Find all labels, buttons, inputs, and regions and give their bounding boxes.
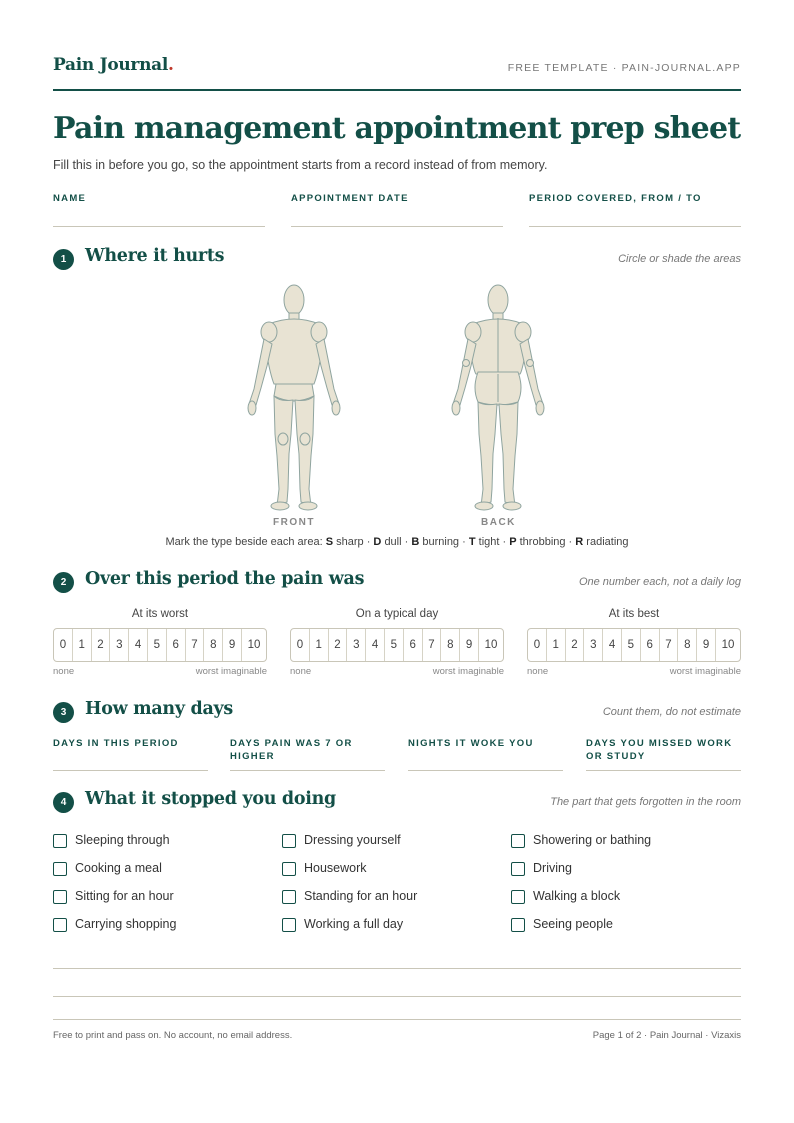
brand-logo: Pain Journal. <box>53 55 174 75</box>
footer-left: Free to print and pass on. No account, no email address. <box>53 1030 293 1041</box>
legend-label: sharp <box>336 536 364 548</box>
period-covered-field[interactable] <box>529 193 741 227</box>
scale-high-label: worst imaginable <box>195 666 267 677</box>
scale-cell[interactable]: 5 <box>622 629 641 661</box>
scale-cell[interactable]: 6 <box>404 629 423 661</box>
scale-cell[interactable]: 5 <box>385 629 404 661</box>
legend-prefix: Mark the type beside each area: <box>165 536 323 548</box>
scale-cell[interactable]: 10 <box>247 639 261 651</box>
checkbox-icon[interactable] <box>282 890 296 904</box>
field-label: NIGHTS IT WOKE YOU <box>408 738 534 749</box>
scale-cell[interactable]: 9 <box>460 629 479 661</box>
scale-cell[interactable]: 8 <box>204 629 223 661</box>
section-title: How many days <box>85 699 233 719</box>
section-number: 1 <box>53 249 74 270</box>
checkbox-icon[interactable] <box>53 862 67 876</box>
name-field[interactable] <box>53 193 265 227</box>
back-label: BACK <box>481 517 516 528</box>
scale-cell[interactable]: 3 <box>347 629 366 661</box>
activity-label: Sleeping through <box>75 833 170 847</box>
section-3-header <box>53 701 741 725</box>
days-missed-field[interactable] <box>586 737 741 771</box>
field-label: DAYS YOU MISSED WORK OR STUDY <box>586 738 733 762</box>
legend-key: P <box>509 536 517 548</box>
section-note: Circle or shade the areas <box>618 253 741 265</box>
scale-cell[interactable]: 7 <box>186 629 205 661</box>
scale-cell[interactable]: 4 <box>366 629 385 661</box>
legend-label: burning <box>422 536 460 548</box>
header <box>53 55 741 91</box>
section-number: 3 <box>53 702 74 723</box>
rating-scale <box>290 628 504 662</box>
scale-cell[interactable]: 8 <box>678 629 697 661</box>
checkbox-icon[interactable] <box>511 890 525 904</box>
activity-label: Cooking a meal <box>75 861 162 875</box>
section-title: Over this period the pain was <box>85 569 365 589</box>
scale-low-label: none <box>290 666 312 677</box>
activity-label: Working a full day <box>304 917 404 931</box>
scale-cell[interactable]: 10 <box>484 639 498 651</box>
scale-cell[interactable]: 0 <box>528 629 547 661</box>
section-note: Count them, do not estimate <box>602 706 741 718</box>
scale-cell[interactable]: 6 <box>641 629 660 661</box>
page-title: Pain management appointment prep sheet <box>53 111 741 146</box>
activity-label: Showering or bathing <box>533 833 652 847</box>
checkbox-icon[interactable] <box>511 862 525 876</box>
legend-label: throbbing <box>519 536 566 548</box>
scale-low-label: none <box>527 666 549 677</box>
legend-key: S <box>325 536 334 548</box>
rating-scale <box>527 628 741 662</box>
section-4-header <box>53 791 741 815</box>
scale-cell[interactable]: 1 <box>73 629 92 661</box>
header-note: FREE TEMPLATE · PAIN-JOURNAL.APP <box>507 62 741 74</box>
header-fields <box>53 193 741 229</box>
scale-cell[interactable]: 1 <box>547 629 566 661</box>
scale-title: At its worst <box>131 608 189 620</box>
scale-cell[interactable]: 3 <box>584 629 603 661</box>
page-subtitle: Fill this in before you go, so the appointment starts from a record instead of from memory. <box>53 158 548 172</box>
nights-woken-field[interactable] <box>408 737 563 771</box>
back-body-figure[interactable] <box>440 284 556 512</box>
legend-label: radiating <box>586 536 629 548</box>
days-pain-7-plus-field[interactable] <box>230 737 385 771</box>
field-label: APPOINTMENT DATE <box>291 193 409 204</box>
footer <box>53 1030 741 1041</box>
checkbox-icon[interactable] <box>511 918 525 932</box>
scale-cell[interactable]: 2 <box>566 629 585 661</box>
activity-label: Walking a block <box>533 889 621 903</box>
section-number: 2 <box>53 572 74 593</box>
legend-key: B <box>411 536 420 548</box>
scale-low-label: none <box>53 666 75 677</box>
legend-key: D <box>373 536 382 548</box>
activity-label: Sitting for an hour <box>75 889 174 903</box>
activity-label: Driving <box>533 861 572 875</box>
appointment-date-field[interactable] <box>291 193 503 227</box>
rating-scale <box>53 628 267 662</box>
legend-key: R <box>575 536 584 548</box>
field-label: NAME <box>53 193 87 204</box>
typical-pain-scale <box>290 608 504 680</box>
scale-cell[interactable]: 3 <box>110 629 129 661</box>
scale-cell[interactable]: 4 <box>603 629 622 661</box>
body-map <box>53 280 741 535</box>
legend-label: dull <box>384 536 402 548</box>
section-title: What it stopped you doing <box>85 789 336 809</box>
front-label: FRONT <box>273 517 315 528</box>
checkbox-icon[interactable] <box>282 862 296 876</box>
activity-label: Standing for an hour <box>304 889 418 903</box>
section-title: Where it hurts <box>85 246 225 266</box>
field-label: DAYS IN THIS PERIOD <box>53 738 179 749</box>
section-2-header <box>53 571 741 595</box>
activity-label: Housework <box>304 861 367 875</box>
scale-title: At its best <box>608 608 660 620</box>
scale-cell[interactable]: 6 <box>167 629 186 661</box>
legend-key: T <box>468 536 476 548</box>
section-note: The part that gets forgotten in the room <box>550 796 741 808</box>
scale-cell[interactable]: 2 <box>92 629 111 661</box>
checkbox-icon[interactable] <box>53 890 67 904</box>
writing-line <box>53 996 741 997</box>
scale-cell[interactable]: 10 <box>721 639 735 651</box>
front-body-figure[interactable] <box>236 284 352 512</box>
activity-label: Seeing people <box>533 917 613 931</box>
day-counts <box>53 737 741 773</box>
legend-label: tight <box>478 536 500 548</box>
footer-divider <box>53 1019 741 1020</box>
worst-pain-scale <box>53 608 267 680</box>
writing-line <box>53 968 741 969</box>
activity-label: Carrying shopping <box>75 917 177 931</box>
scale-cell[interactable]: 0 <box>291 629 310 661</box>
field-label: DAYS PAIN WAS 7 OR HIGHER <box>230 738 353 762</box>
section-1-header <box>53 248 741 272</box>
checkbox-icon[interactable] <box>53 918 67 932</box>
scale-cell[interactable]: 0 <box>54 629 73 661</box>
best-pain-scale <box>527 608 741 680</box>
scale-title: On a typical day <box>355 608 439 620</box>
scale-cell[interactable]: 9 <box>223 629 242 661</box>
days-in-period-field[interactable] <box>53 737 208 771</box>
scale-cell[interactable]: 7 <box>423 629 442 661</box>
section-note: One number each, not a daily log <box>578 576 741 588</box>
activity-label: Dressing yourself <box>304 833 401 847</box>
scale-high-label: worst imaginable <box>432 666 504 677</box>
scale-cell[interactable]: 1 <box>310 629 329 661</box>
checkbox-icon[interactable] <box>282 834 296 848</box>
section-number: 4 <box>53 792 74 813</box>
scale-cell[interactable]: 5 <box>148 629 167 661</box>
scale-high-label: worst imaginable <box>669 666 741 677</box>
checkbox-icon[interactable] <box>53 834 67 848</box>
footer-page-info: Page 1 of 2 · Pain Journal · Vizaxis <box>592 1030 741 1041</box>
scale-cell[interactable]: 4 <box>129 629 148 661</box>
scale-cell[interactable]: 9 <box>697 629 716 661</box>
checkbox-icon[interactable] <box>282 918 296 932</box>
scale-cell[interactable]: 7 <box>660 629 679 661</box>
pain-type-legend: Mark the type beside each area: S sharp · D dull · B burning · T tight · P throbbing · R radiating <box>165 536 629 548</box>
scale-cell[interactable]: 2 <box>329 629 348 661</box>
scale-cell[interactable]: 8 <box>441 629 460 661</box>
checkbox-icon[interactable] <box>511 834 525 848</box>
field-label: PERIOD COVERED, FROM / TO <box>529 193 702 204</box>
